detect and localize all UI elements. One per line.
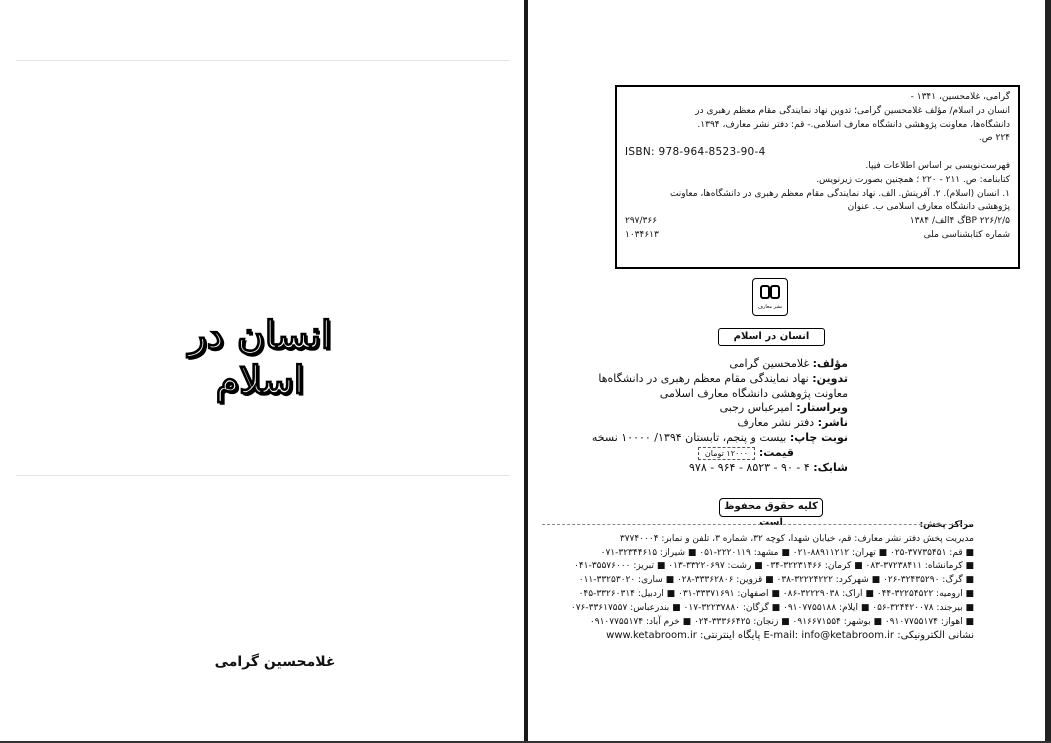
publisher-label: ناشر: [817, 416, 848, 430]
publisher-logo-text: نشر معارف [757, 304, 783, 310]
isbn-label: شابک: [813, 460, 848, 474]
distribution-row: ■ گرگ: ۳۲۴۳۵۲۹۰-۰۲۶ ■ شهرکرد: ۳۲۲۲۴۲۲۲-۰۳۸ ■ قزوین: ۳۳۳۶۲۸۰۶-۰۲۸ ■ ساری: ۳۳۲۵۳۰۲۰-۰۱۱ [578, 575, 974, 586]
cip-classification [625, 215, 1010, 229]
cip-pages: ۲۲۴ ص. [978, 133, 1010, 144]
cip-national-label: شماره کتابشناسی ملی [923, 229, 1010, 240]
cip-national-value: ۱۰۳۴۶۱۳ [625, 229, 659, 240]
cip-national-number [625, 229, 1010, 243]
distribution-centers [570, 519, 974, 643]
distribution-row: ■ ارومیه: ۳۲۲۵۴۵۲۲-۰۴۴ ■ اراک: ۳۲۲۲۹۰۳۸-۰۸۶ ■ اصفهان: ۳۳۳۷۱۶۹۱-۰۳۱ ■ اردبیل: ۳۳۲۶۰۳۱۴-۰۴۵ [578, 588, 974, 599]
cip-author: گرامی، غلامحسین، ۱۳۴۱ - [910, 92, 1010, 102]
author-label: مؤلف: [812, 357, 848, 370]
compile-row-2 [628, 387, 848, 402]
distribution-row: ■ اهواز: ۰۹۱۰۷۷۵۵۱۷۴ ■ بوشهر: ۰۹۱۶۶۷۱۵۵۴ ■ زنجان: ۳۳۳۶۶۴۲۵-۰۲۴ ■ خرم آباد: ۰۹۱۰۷۷۵۵۱۷۴ [589, 616, 974, 627]
cip-imprint: دانشگاه‌ها، معاونت پژوهشی دانشگاه معارف اسلامی.- قم: دفتر نشر معارف، ۱۳۹۴. [697, 119, 1010, 130]
price-value: ۱۲۰۰۰ تومان [698, 447, 755, 460]
isbn-value: ۴ - ۹۰ - ۸۵۲۳ - ۹۶۴ - ۹۷۸ [689, 460, 814, 474]
publisher-value: دفتر نشر معارف [737, 416, 818, 430]
cip-isbn: ISBN: 978-964-8523-90-4 [625, 146, 766, 159]
distribution-row: ■ بیرجند: ۳۲۴۴۲۰۰۷۸-۰۵۶ ■ ایلام: ۰۹۱۰۷۷۵۵۱۸۸ ■ گرگان: ۳۲۲۳۷۸۸۰-۰۱۷ ■ بندرعباس: ۳۳۶۱۷۵۵۷-۰۷۶ [570, 602, 974, 613]
distribution-header: مراکز پخش: [919, 520, 974, 530]
distribution-row: ■ کرمانشاه: ۳۷۲۳۸۴۱۱-۰۸۳ ■ کرمان: ۳۲۲۳۱۴۶۶-۰۳۴ ■ رشت: ۳۳۲۲۰۶۹۷-۰۱۳ ■ تبریز: ۳۵۵۷۶۰۰۰-۰۴۱ [574, 561, 974, 572]
distribution-main: مدیریت پخش دفتر نشر معارف: قم، خیابان شهدا، کوچه ۳۲، شماره ۳، تلفن و نمابر: ۳۷۷۴۰۰۰۴ [619, 533, 974, 544]
print-row [591, 430, 848, 446]
price-label: قیمت: [758, 445, 794, 459]
author-row [628, 357, 848, 372]
scan-right-edge [1045, 0, 1051, 743]
compile-value: نهاد نمایندگی مقام معظم رهبری در دانشگاه‌ها [598, 371, 813, 385]
cip-note-fipa: فهرست‌نویسی بر اساس اطلاعات فیپا. [865, 160, 1010, 171]
book-icon [759, 284, 781, 304]
compile-row [598, 371, 848, 387]
book-cover-title: انسان در اسلام [188, 312, 332, 402]
divider [542, 524, 972, 525]
isbn-row [628, 461, 848, 476]
book-title-box: انسان در اسلام [718, 328, 825, 346]
editor-row [628, 401, 848, 416]
cip-title: انسان در اسلام/ مؤلف غلامحسین گرامی؛ تدوین نهاد نمایندگی مقام معظم رهبری در [695, 105, 1010, 116]
cip-subjects: ۱. انسان (اسلام). ۲. آفرینش. الف. نهاد نمایندگی مقام معظم رهبری در دانشگاه‌ها، معاونت [669, 188, 1010, 199]
cip-catalog-box [616, 86, 1019, 268]
compile-label: تدوین: [812, 371, 848, 385]
cip-dewey-number: ۲۹۷/۳۶۶ [625, 216, 658, 227]
rights-box: کلیه حقوق محفوظ است [719, 498, 823, 517]
editor-label: ویراستار: [796, 401, 848, 415]
publisher-row [628, 416, 848, 431]
contact-row: نشانی الکترونیکی: E-mail: info@ketabroom.ir پایگاه اینترنتی: www.ketabroom.ir [606, 630, 974, 642]
cover-author: غلامحسین گرامی [214, 654, 336, 670]
print-label: نوبت چاپ: [789, 430, 848, 444]
cip-subjects-cont: پژوهشی دانشگاه معارف اسلامی ب. عنوان [847, 202, 1010, 213]
author-value: غلامحسین گرامی [729, 357, 813, 370]
distribution-row: ■ قم: ۳۷۷۳۵۴۵۱-۰۲۵ ■ تهران: ۸۸۹۱۱۲۱۲-۰۲۱ ■ مشهد: ۲۲۲۰۱۱۹-۰۵۱ ■ شیراز: ۳۲۳۴۴۶۱۵-۰۷۱ [600, 547, 974, 558]
book-details [591, 357, 848, 475]
compile-value-2: معاونت پژوهشی دانشگاه معارف اسلامی [659, 386, 848, 400]
scan-artifact-line [16, 475, 510, 476]
cip-lc-number: BP ۲۲۶/۲/۵گ ۴الف/ ۱۳۸۴ [909, 216, 1010, 227]
cip-bibliography: کتابنامه: ص. ۲۱۱ - ۲۲۰ ؛ همچنین بصورت زیرنویس. [816, 174, 1010, 185]
price-row [628, 446, 848, 461]
editor-value: امیرعباس رجبی [719, 401, 797, 415]
print-value: بیست و پنجم، تابستان ۱۳۹۴/ ۱۰۰۰۰ نسخه [591, 430, 790, 444]
scan-artifact-line [16, 60, 510, 61]
publisher-logo [752, 278, 788, 316]
